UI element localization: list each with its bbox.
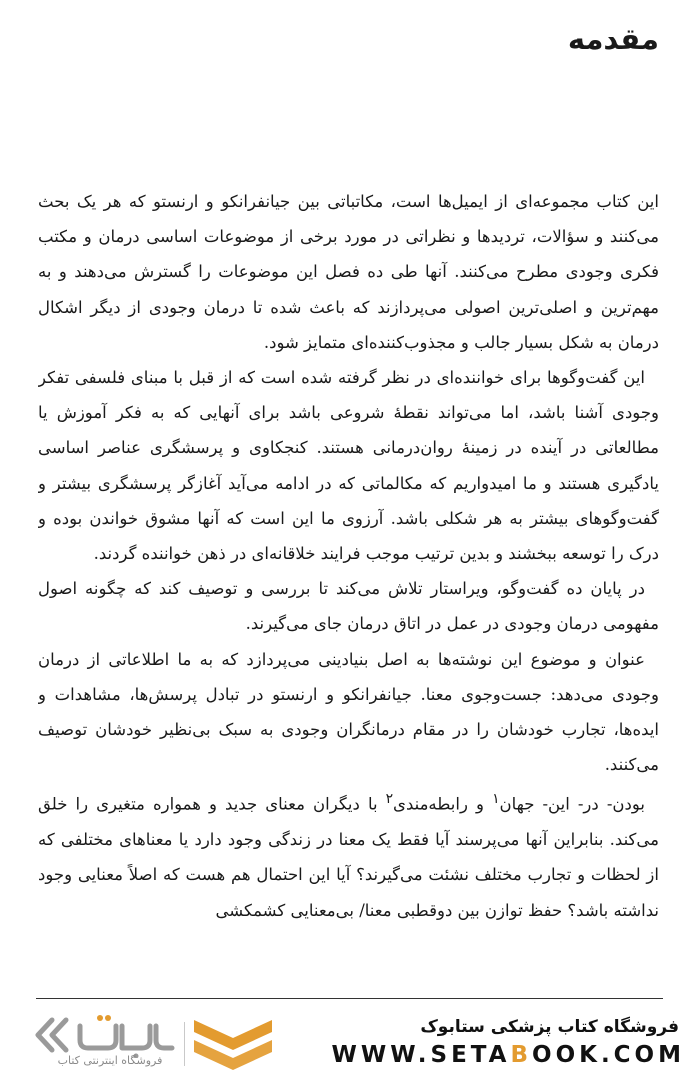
store-name: فروشگاه کتاب پزشکی ستابوک bbox=[420, 1017, 679, 1037]
paragraph-5-part3: با دیگران معنای جدید و همواره متغیری را خلق می‌کند. بنابراین آنها می‌پرسند آیا فقط یک معنا در زندگی وجود دارد یا معناهای مختلفی که از لحظات و تجارب مختلف نشئت می‌گیرند؟ آیا این احتمال هم هست که اصلاً معنایی وجود نداشته باشد؟ حفظ توازن بین دوقطبی معنا/ بی‌معنایی کشمکشی bbox=[38, 794, 659, 920]
footer-divider bbox=[36, 998, 663, 999]
paragraph-5 bbox=[38, 782, 659, 927]
paragraph-3: در پایان ده گفت‌وگو، ویراستار تلاش می‌کند تا بررسی و توصیف کند که چگونه اصول مفهومی درمان وجودی در عمل در اتاق درمان جای می‌گیرند. bbox=[38, 579, 659, 634]
store-url-prefix: WWW.SETA bbox=[331, 1042, 511, 1068]
footnote-ref-2: ۲ bbox=[385, 791, 394, 808]
store-url-accent: B bbox=[510, 1042, 533, 1068]
paragraph-2: این گفت‌وگوها برای خواننده‌ای در نظر گرفته شده است که از قبل با مبنای فلسفی تفکر وجودی آشنا باشد، اما می‌تواند نقطهٔ شروعی باشد برای آنهایی که به فکر آموزش یا مطالعاتی در آینده در زمینهٔ روان‌درمانی هستند. کنجکاوی و پرسشگری عناصر اساسی یادگیری هستند و ما امیدواریم که مکالماتی که در ادامه می‌آید آغازگر پرسشگری بیشتر و گفت‌وگوهای بیشتر به هر شکلی باشد. آرزوی ما این است که آنها مشوق خواندن بوده و درک را توسعه ببخشند و بدین ترتیب موجب فرایند خلاقانه‌ای در ذهن خواننده گردند. bbox=[38, 368, 659, 564]
watermark-footer bbox=[0, 1000, 699, 1080]
paragraph-1: این کتاب مجموعه‌ای از ایمیل‌ها است، مکاتباتی بین جیانفرانکو و ارنستو که هر یک بحث می‌کنند و سؤالات، تردیدها و نظراتی در مورد برخی از موضوعات اساسی درمان و مکتب فکری وجودی مطرح می‌کنند. آنها طی ده فصل این موضوعات را گسترش می‌دهند و به مهم‌ترین و اصلی‌ترین اصولی می‌پردازند که باعث شده تا درمان وجودی از دیگر اشکال درمان به شکل بسیار جالب و مجذوب‌کننده‌ای متمایز شود. bbox=[38, 192, 659, 352]
logo-tagline: فروشگاه اینترنتی کتاب bbox=[57, 1054, 163, 1067]
logo-divider bbox=[184, 1022, 185, 1066]
body-text bbox=[38, 184, 659, 992]
paragraph-5-part2: و رابطه‌مندی bbox=[393, 794, 493, 814]
store-url-suffix: OOK.COM bbox=[532, 1042, 685, 1068]
setabook-logo-icon bbox=[190, 1014, 276, 1070]
paragraph-4: عنوان و موضوع این نوشته‌ها به اصل بنیادینی می‌پردازد که به ما اطلاعاتی از درمان وجودی می‌دهد: جست‌وجوی معنا. جیانفرانکو و ارنستو در تبادل پرسش‌ها، مشاهدات و ایده‌ها، تجارب خودشان را در مقام درمانگران وجودی به سبک بی‌نظیر خودشان توصیف می‌کنند. bbox=[38, 649, 659, 775]
footnote-ref-1: ۱ bbox=[492, 791, 500, 808]
store-url[interactable] bbox=[332, 1042, 685, 1068]
paragraph-5-part1: بودن- در- این- جهان bbox=[499, 794, 645, 814]
page-title: مقدمه bbox=[567, 22, 659, 56]
setabook-wordmark-icon bbox=[30, 1012, 180, 1058]
